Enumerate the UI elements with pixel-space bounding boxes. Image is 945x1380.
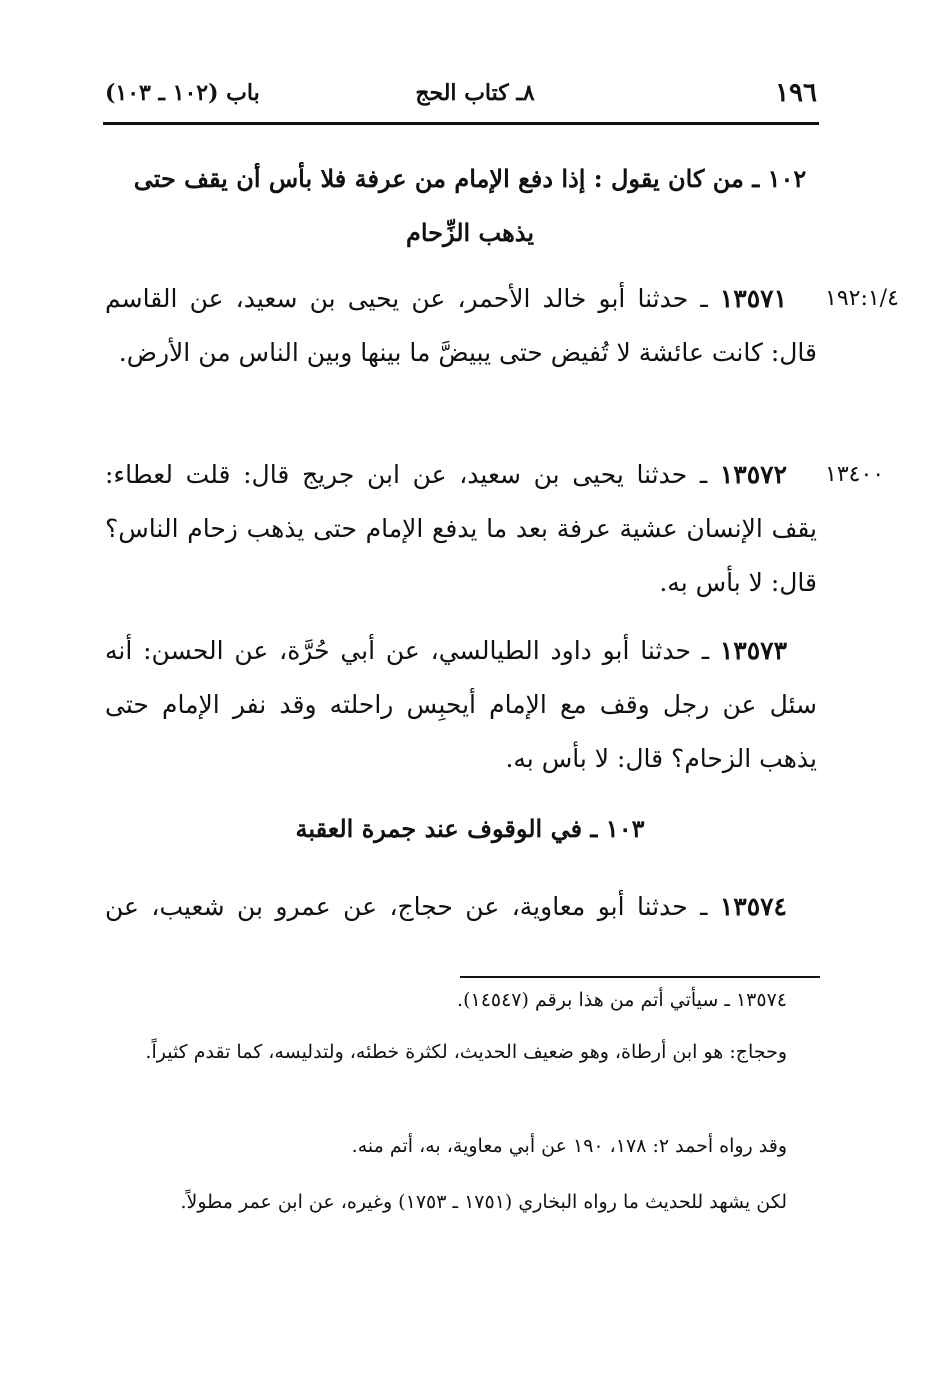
book-title: ٨ـ كتاب الحج	[415, 80, 535, 106]
hadith-text: ـ حدثنا أبو داود الطيالسي، عن أبي حُرَّة، عن الحسن: أنه سئل عن رجل وقف مع الإمام أيحبِس راحلته وقد نفر الإمام حتى يذهب الزحام؟ قال: لا بأس به.	[105, 636, 817, 773]
hadith-number: ١٣٥٧١	[719, 284, 787, 313]
hadith-13571	[105, 272, 817, 380]
chapter-range: باب (١٠٢ ـ ١٠٣)	[105, 80, 260, 106]
margin-reference-13571: ١٩٢:١/٤	[825, 286, 899, 311]
section-103-heading: ١٠٣ ـ في الوقوف عند جمرة العقبة	[295, 814, 645, 843]
hadith-text: ـ حدثنا أبو خالد الأحمر، عن يحيى بن سعيد، عن القاسم قال: كانت عائشة لا تُفيض حتى يبيضَّ ما بينها وبين الناس من الأرض.	[105, 284, 817, 367]
footnote-2: وحجاج: هو ابن أرطاة، وهو ضعيف الحديث، لكثرة خطئه، ولتدليسه، كما تقدم كثيراً.	[145, 1041, 787, 1063]
page-number: ١٩٦	[775, 78, 817, 108]
section-102-heading: ١٠٢ ـ من كان يقول : إذا دفع الإمام من عرفة فلا بأس أن يقف حتى يذهب الزِّحام	[133, 164, 807, 247]
footnote-3: وقد رواه أحمد ٢: ١٧٨، ١٩٠ عن أبي معاوية، به، أتم منه.	[351, 1135, 787, 1157]
hadith-number: ١٣٥٧٢	[719, 460, 787, 489]
footnote-rule	[460, 976, 820, 978]
hadith-number: ١٣٥٧٤	[719, 892, 787, 921]
header-rule	[103, 122, 819, 125]
footnote-4: لكن يشهد للحديث ما رواه البخاري (١٧٥١ ـ ١٧٥٣) وغيره، عن ابن عمر مطولاً.	[180, 1191, 787, 1213]
hadith-text: ـ حدثنا أبو معاوية، عن حجاج، عن عمرو بن شعيب، عن	[105, 892, 708, 921]
running-header	[105, 78, 817, 118]
hadith-text: ـ حدثنا يحيى بن سعيد، عن ابن جريج قال: قلت لعطاء: يقف الإنسان عشية عرفة بعد ما يدفع الإمام حتى يذهب زحام الناس؟ قال: لا بأس به.	[105, 460, 817, 597]
footnote-1: ١٣٥٧٤ ـ سيأتي أتم من هذا برقم (١٤٥٤٧).	[457, 989, 787, 1011]
hadith-13573	[105, 624, 817, 786]
margin-reference-13572: ١٣٤٠٠	[825, 462, 885, 487]
hadith-13572	[105, 448, 817, 610]
hadith-number: ١٣٥٧٣	[719, 636, 787, 665]
hadith-13574	[105, 880, 817, 934]
